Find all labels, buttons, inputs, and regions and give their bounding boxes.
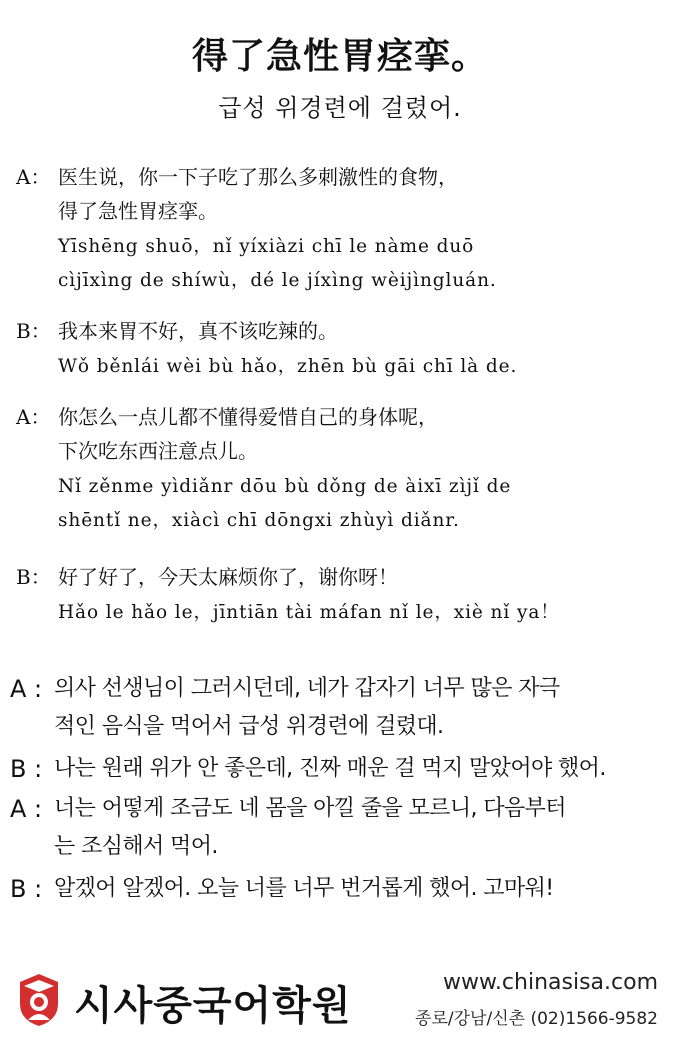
pinyin-line: Nǐ zěnme yìdiǎnr dōu bù dǒng de àixī zìjǐ de <box>58 476 512 497</box>
cn-dialogue-turn-4 <box>16 560 666 630</box>
korean-line: 알겠어 알겠어. 오늘 너를 너무 번거롭게 했어. 고마워! <box>54 876 554 901</box>
cn-dialogue-turn-3 <box>16 400 666 538</box>
chinese-line: 得了急性胃痉挛。 <box>58 199 218 223</box>
speaker-label: B : <box>10 755 43 783</box>
korean-line: 적인 음식을 먹어서 급성 위경련에 걸렸대. <box>54 714 444 739</box>
speaker-label: A： <box>16 165 51 189</box>
pinyin-line: cìjīxìng de shíwù，dé le jíxìng wèijìngluán. <box>58 270 497 291</box>
chinese-line: 好了好了，今天太麻烦你了，谢你呀！ <box>58 565 398 589</box>
speaker-label: B : <box>10 875 43 903</box>
kr-dialogue-turn-3 <box>10 790 670 866</box>
kr-dialogue-turn-1 <box>10 670 670 746</box>
chinese-line: 医生说，你一下子吃了那么多刺激性的食物， <box>58 165 458 189</box>
speaker-label: A： <box>16 405 51 429</box>
korean-line: 는 조심해서 먹어. <box>54 834 218 859</box>
page-title: 得了急性胃痉挛。 <box>191 35 488 77</box>
chinese-line: 我本来胃不好，真不该吃辣的。 <box>58 319 338 343</box>
cn-dialogue-turn-2 <box>16 314 666 384</box>
speaker-label: B： <box>16 565 51 589</box>
speaker-label: B： <box>16 319 51 343</box>
pinyin-line: shēntǐ ne，xiàcì chī dōngxi zhùyì diǎnr. <box>58 510 460 531</box>
branch-contact: 종로/강남/신촌 (02)1566-9582 <box>415 1009 658 1029</box>
korean-line: 의사 선생님이 그러시던데, 네가 갑자기 너무 많은 자극 <box>54 676 560 701</box>
chinese-line: 下次吃东西注意点儿。 <box>58 439 258 463</box>
academy-emblem-icon <box>14 972 64 1028</box>
website-link[interactable]: www.chinasisa.com <box>442 970 658 995</box>
speaker-label: A : <box>10 675 43 703</box>
pinyin-line: Hǎo le hǎo le，jīntiān tài máfan nǐ le，xiè nǐ ya！ <box>58 602 560 623</box>
korean-line: 나는 원래 위가 안 좋은데, 진짜 매운 걸 먹지 말았어야 했어. <box>54 756 606 781</box>
speaker-label: A : <box>10 795 43 823</box>
korean-line: 너는 어떻게 조금도 네 몸을 아낄 줄을 모르니, 다음부터 <box>54 796 566 821</box>
kr-dialogue-turn-2 <box>10 750 670 788</box>
chinese-line: 你怎么一点儿都不懂得爱惜自己的身体呢， <box>58 405 438 429</box>
pinyin-line: Yīshēng shuō，nǐ yíxiàzi chī le nàme duō <box>58 236 475 257</box>
cn-dialogue-turn-1 <box>16 160 666 298</box>
pinyin-line: Wǒ běnlái wèi bù hǎo，zhēn bù gāi chī là de. <box>58 356 518 377</box>
kr-dialogue-turn-4 <box>10 870 670 908</box>
page-subtitle: 급성 위경련에 걸렸어. <box>218 94 462 122</box>
academy-logo-text: 시사중국어학원 <box>74 983 352 1029</box>
footer <box>14 968 664 1038</box>
